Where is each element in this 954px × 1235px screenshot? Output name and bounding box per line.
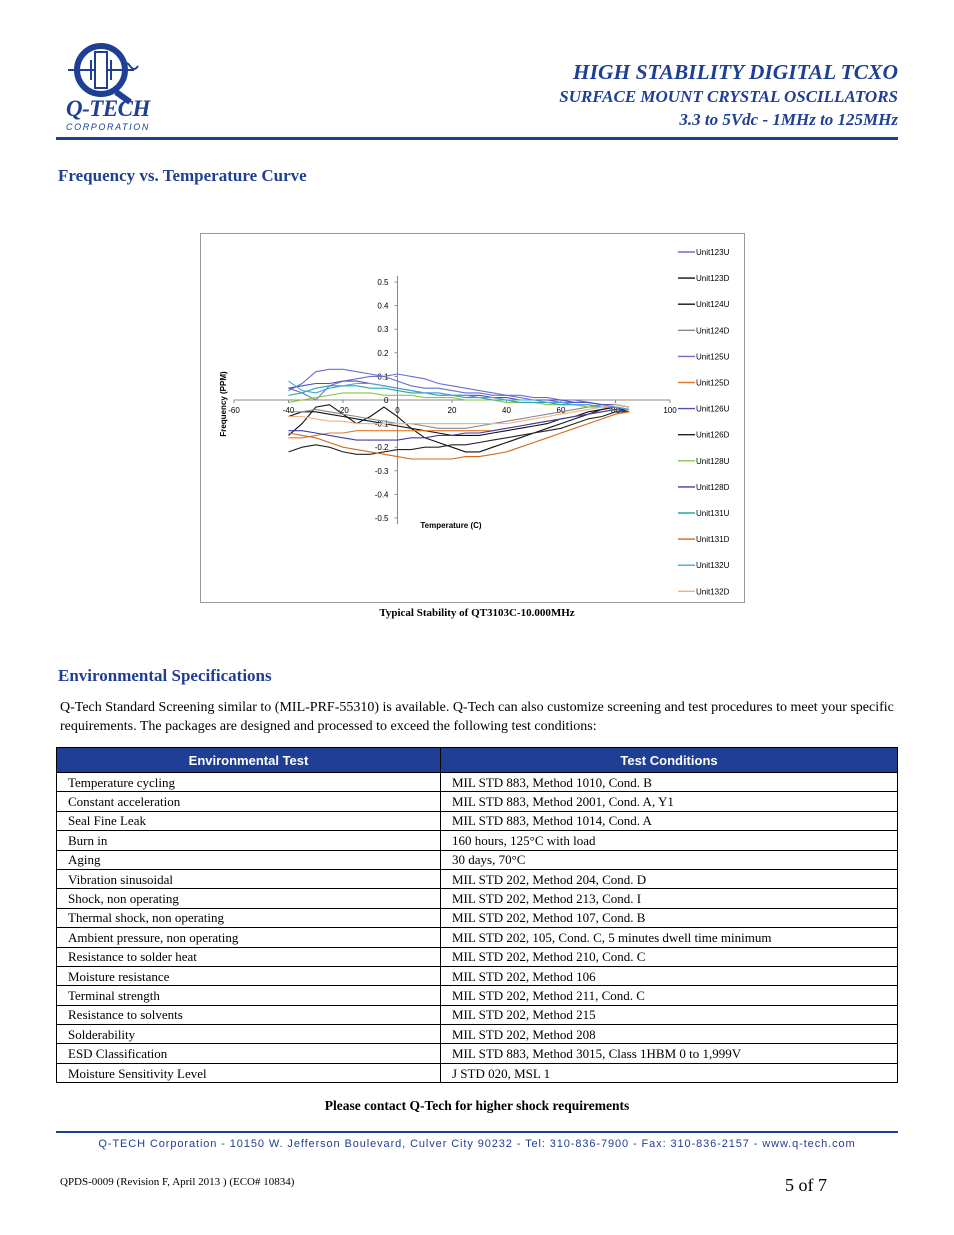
x-tick-label: 20: [447, 406, 457, 415]
legend-entry: Unit126D: [696, 430, 730, 440]
test-condition-cell: MIL STD 202, Method 107, Cond. B: [441, 908, 898, 927]
table-row: [57, 889, 898, 908]
legend-entry: Unit128U: [696, 456, 730, 466]
test-condition-cell: MIL STD 202, Method 215: [441, 1005, 898, 1024]
document-subtitle-2: 3.3 to 5Vdc - 1MHz to 125MHz: [679, 110, 898, 129]
series-line-unit125u: [289, 369, 630, 407]
y-tick-label: -0.2: [374, 443, 389, 453]
legend-entry: Unit131D: [696, 535, 730, 545]
x-tick-label: -40: [282, 406, 295, 415]
test-name-cell: Seal Fine Leak: [57, 811, 441, 830]
test-name-cell: Ambient pressure, non operating: [57, 928, 441, 947]
test-name-cell: Constant acceleration: [57, 792, 441, 811]
chart-caption: Typical Stability of QT3103C-10.000MHz: [379, 607, 575, 619]
table-row: [57, 966, 898, 985]
table-row: [57, 1044, 898, 1063]
test-name-cell: Terminal strength: [57, 986, 441, 1005]
column-header: Environmental Test: [57, 748, 441, 773]
x-tick-label: 40: [502, 406, 511, 415]
test-condition-cell: MIL STD 202, Method 213, Cond. I: [441, 889, 898, 908]
test-condition-cell: MIL STD 202, Method 211, Cond. C: [441, 986, 898, 1005]
table-header-row: [57, 748, 898, 773]
test-condition-cell: MIL STD 883, Method 1014, Cond. A: [441, 811, 898, 830]
test-condition-cell: MIL STD 202, Method 210, Cond. C: [441, 947, 898, 966]
header-divider: [56, 137, 898, 140]
y-tick-label: 0.2: [377, 348, 389, 358]
footer-address: Q-TECH Corporation - 10150 W. Jefferson Boulevard, Culver City 90232 - Tel: 310-836-7900 - Fax: 310-836-2157 - www.q-tech.com: [98, 1138, 856, 1150]
legend-entry: Unit124D: [696, 326, 730, 336]
test-name-cell: ESD Classification: [57, 1044, 441, 1063]
table-row: [57, 1025, 898, 1044]
legend-entry: Unit123U: [696, 248, 730, 257]
frequency-temperature-chart: [201, 234, 744, 602]
test-condition-cell: MIL STD 883, Method 1010, Cond. B: [441, 773, 898, 792]
table-row: [57, 908, 898, 927]
x-tick-label: 80: [611, 406, 620, 415]
column-header: Test Conditions: [441, 748, 898, 773]
y-tick-label: 0.4: [377, 301, 389, 311]
x-tick-label: -20: [337, 406, 349, 415]
test-condition-cell: J STD 020, MSL 1: [441, 1063, 898, 1082]
test-name-cell: Burn in: [57, 831, 441, 850]
test-name-cell: Vibration sinusoidal: [57, 869, 441, 888]
legend-entry: Unit132U: [696, 561, 730, 571]
test-name-cell: Aging: [57, 850, 441, 869]
legend-entry: Unit128D: [696, 482, 730, 492]
test-condition-cell: MIL STD 202, Method 106: [441, 966, 898, 985]
test-name-cell: Temperature cycling: [57, 773, 441, 792]
test-condition-cell: MIL STD 202, Method 204, Cond. D: [441, 869, 898, 888]
test-name-cell: Thermal shock, non operating: [57, 908, 441, 927]
footer-divider: [56, 1131, 898, 1133]
legend-entry: Unit124U: [696, 300, 730, 310]
table-row: [57, 1063, 898, 1082]
legend-entry: Unit132D: [696, 587, 730, 597]
frequency-section-title: Frequency vs. Temperature Curve: [58, 166, 307, 185]
table-row: [57, 928, 898, 947]
test-condition-cell: MIL STD 883, Method 3015, Class 1HBM 0 to 1,999V: [441, 1044, 898, 1063]
table-row: [57, 947, 898, 966]
table-row: [57, 792, 898, 811]
test-condition-cell: 30 days, 70°C: [441, 850, 898, 869]
brand-name: Q-TECH: [66, 96, 150, 121]
y-tick-label: -0.3: [374, 466, 389, 476]
test-name-cell: Shock, non operating: [57, 889, 441, 908]
test-condition-cell: 160 hours, 125°C with load: [441, 831, 898, 850]
shock-note: Please contact Q-Tech for higher shock requirements: [324, 1098, 630, 1113]
y-tick-label: -0.5: [374, 514, 389, 523]
test-name-cell: Resistance to solvents: [57, 1005, 441, 1024]
y-tick-label: 0.1: [377, 372, 389, 382]
page-number: 5 of 7: [785, 1175, 827, 1195]
x-axis-label: Temperature (C): [420, 521, 482, 530]
legend-entry: Unit131U: [696, 509, 730, 518]
test-name-cell: Resistance to solder heat: [57, 947, 441, 966]
x-tick-label: 0: [395, 406, 400, 415]
table-row: [57, 811, 898, 830]
environmental-intro: Q-Tech Standard Screening similar to (MIL-PRF-55310) is available. Q-Tech can also customize screening and test procedures to meet your specific requirements. The packages are designed and processed to exceed the following test conditions:: [60, 700, 894, 734]
brand-sub: CORPORATION: [66, 122, 150, 132]
test-name-cell: Solderability: [57, 1025, 441, 1044]
y-tick-label: -0.4: [374, 490, 389, 500]
document-subtitle-1: SURFACE MOUNT CRYSTAL OSCILLATORS: [559, 87, 898, 106]
document-title: HIGH STABILITY DIGITAL TCXO: [572, 60, 898, 84]
x-tick-label: 100: [663, 406, 677, 415]
test-condition-cell: MIL STD 883, Method 2001, Cond. A, Y1: [441, 792, 898, 811]
y-tick-label: 0.5: [377, 278, 389, 287]
table-row: [57, 986, 898, 1005]
test-condition-cell: MIL STD 202, Method 208: [441, 1025, 898, 1044]
y-tick-label: 0: [384, 396, 389, 405]
legend-entry: Unit125D: [696, 378, 730, 388]
legend-entry: Unit125U: [696, 352, 730, 362]
table-row: [57, 773, 898, 792]
legend-entry: Unit123D: [696, 274, 730, 284]
y-tick-label: -0.1: [374, 419, 389, 429]
legend-entry: Unit126U: [696, 404, 730, 414]
environmental-section-title: Environmental Specifications: [58, 666, 272, 685]
environmental-table: [56, 747, 898, 1083]
x-tick-label: -60: [228, 406, 240, 415]
x-tick-label: 60: [556, 406, 566, 415]
test-name-cell: Moisture resistance: [57, 966, 441, 985]
y-tick-label: 0.3: [377, 325, 389, 335]
chart-frame: [200, 233, 745, 603]
y-axis-label: Frequency (PPM): [219, 371, 228, 437]
table-row: [57, 850, 898, 869]
document-id: QPDS-0009 (Revision F, April 2013 ) (ECO# 10834): [60, 1176, 295, 1188]
table-row: [57, 1005, 898, 1024]
series-line-unit126u: [289, 381, 630, 407]
table-row: [57, 831, 898, 850]
table-row: [57, 869, 898, 888]
test-name-cell: Moisture Sensitivity Level: [57, 1063, 441, 1082]
test-condition-cell: MIL STD 202, 105, Cond. C, 5 minutes dwell time minimum: [441, 928, 898, 947]
